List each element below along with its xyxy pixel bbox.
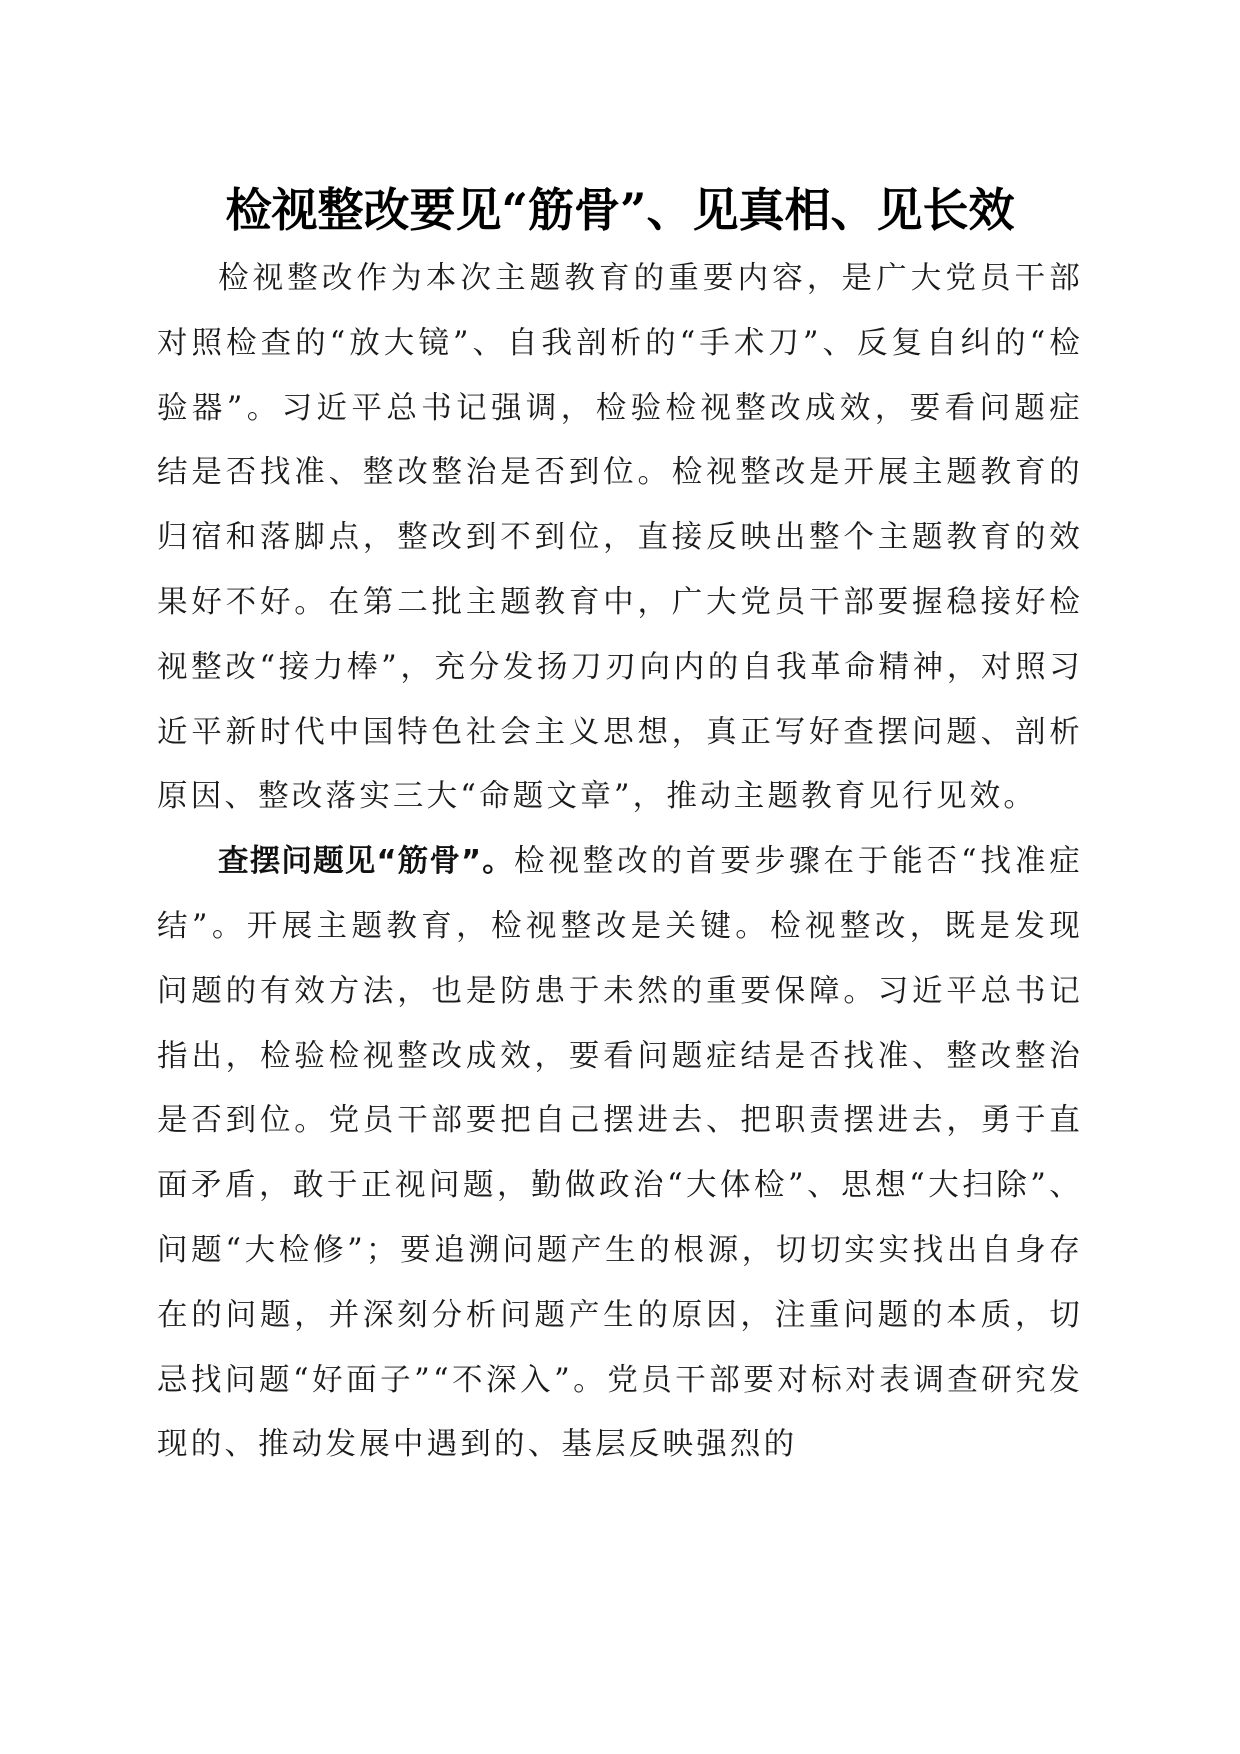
document-body bbox=[157, 247, 1083, 1478]
paragraph-intro bbox=[157, 247, 1083, 830]
paragraph-find-problems-text: 检视整改的首要步骤在于能否“找准症结”。开展主题教育，检视整改是关键。检视整改，既是发现问题的有效方法，也是防患于未然的重要保障。习近平总书记指出，检验检视整改成效，要看问题症结是否找准、整改整治是否到位。党员干部要把自己摆进去、把职责摆进去，勇于直面矛盾，敢于正视问题，勤做政治“大体检”、思想“大扫除”、问题“大检修”；要追溯问题产生的根源，切切实实找出自身存在的问题，并深刻分析问题产生的原因，注重问题的本质，切忌找问题“好面子”“不深入”。党员干部要对标对表调查研究发现的、推动发展中遇到的、基层反映强烈的 bbox=[157, 844, 1083, 1463]
paragraph-find-problems-lead: 查摆问题见“筋骨”。 bbox=[218, 844, 514, 880]
document-title: 检视整改要见“筋骨”、见真相、见长效 bbox=[225, 183, 1015, 237]
paragraph-intro-text: 检视整改作为本次主题教育的重要内容，是广大党员干部对照检查的“放大镜”、自我剖析的“手术刀”、反复自纠的“检验器”。习近平总书记强调，检验检视整改成效，要看问题症结是否找准、整改整治是否到位。检视整改是开展主题教育的归宿和落脚点，整改到不到位，直接反映出整个主题教育的效果好不好。在第二批主题教育中，广大党员干部要握稳接好检视整改“接力棒”，充分发扬刀刃向内的自我革命精神，对照习近平新时代中国特色社会主义思想，真正写好查摆问题、剖析原因、整改落实三大“命题文章”，推动主题教育见行见效。 bbox=[157, 261, 1083, 815]
paragraph-find-problems bbox=[157, 830, 1083, 1478]
